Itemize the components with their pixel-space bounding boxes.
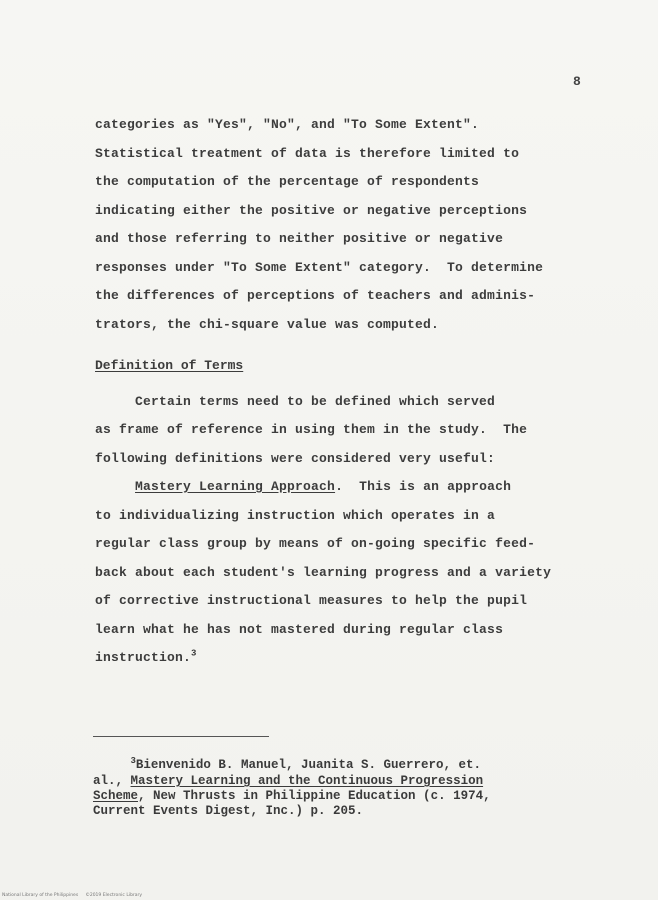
footnote-line [93, 789, 491, 803]
footnote-title: Mastery Learning and the Continuous Progression [130, 774, 484, 788]
paragraph-line: following definitions were considered very useful: [95, 451, 496, 466]
footnote-marker: 3 [130, 755, 136, 766]
footnote-authors: Bienvenido B. Manuel, Juanita S. Guerrero, et. [135, 758, 481, 772]
footnote-reference: 3 [191, 648, 197, 659]
paragraph-line: the computation of the percentage of respondents [95, 174, 480, 189]
paragraph-line: Statistical treatment of data is therefore limited to [95, 146, 520, 161]
paragraph-line [95, 650, 197, 665]
paragraph-line: of corrective instructional measures to help the pupil [95, 593, 528, 608]
paragraph-line: indicating either the positive or negative perceptions [95, 203, 528, 218]
footnote-line [93, 755, 481, 772]
paragraph-line: responses under "To Some Extent" category. To determine [95, 260, 544, 275]
paragraph-line: and those referring to neither positive or negative [95, 231, 504, 246]
footnote-line: Current Events Digest, Inc.) p. 205. [93, 804, 364, 818]
paragraph-line: to individualizing instruction which operates in a [95, 508, 496, 523]
paragraph-line: categories as "Yes", "No", and "To Some Extent". [95, 117, 480, 132]
footnote-publication: , New Thrusts in Philippine Education (c. 1974, [138, 789, 491, 803]
section-heading: Definition of Terms [95, 358, 244, 373]
paragraph-line: trators, the chi-square value was computed. [95, 317, 440, 332]
paragraph-line: as frame of reference in using them in the study. The [95, 422, 528, 437]
paragraph-line: the differences of perceptions of teachers and adminis- [95, 288, 536, 303]
paragraph-line: back about each student's learning progress and a variety [95, 565, 552, 580]
paragraph-line: Certain terms need to be defined which served [95, 394, 496, 409]
term-line-rest: This is an approach [343, 479, 512, 494]
paragraph-line: learn what he has not mastered during regular class [95, 622, 504, 637]
term-title: Mastery Learning Approach [135, 479, 336, 494]
footnote-rule [93, 736, 269, 737]
footnote-title-end: Scheme [93, 789, 139, 803]
archive-footer: National Library of the Philippines ©2019 Electronic Library [2, 893, 143, 898]
page-number: 8 [573, 74, 581, 89]
term-title-punct: . [335, 479, 344, 494]
footnote-line [93, 774, 483, 788]
footnote-prefix: al., [93, 774, 131, 788]
paragraph-line: regular class group by means of on-going specific feed- [95, 536, 536, 551]
paragraph-last-text: instruction. [95, 650, 192, 665]
term-line [95, 479, 511, 494]
